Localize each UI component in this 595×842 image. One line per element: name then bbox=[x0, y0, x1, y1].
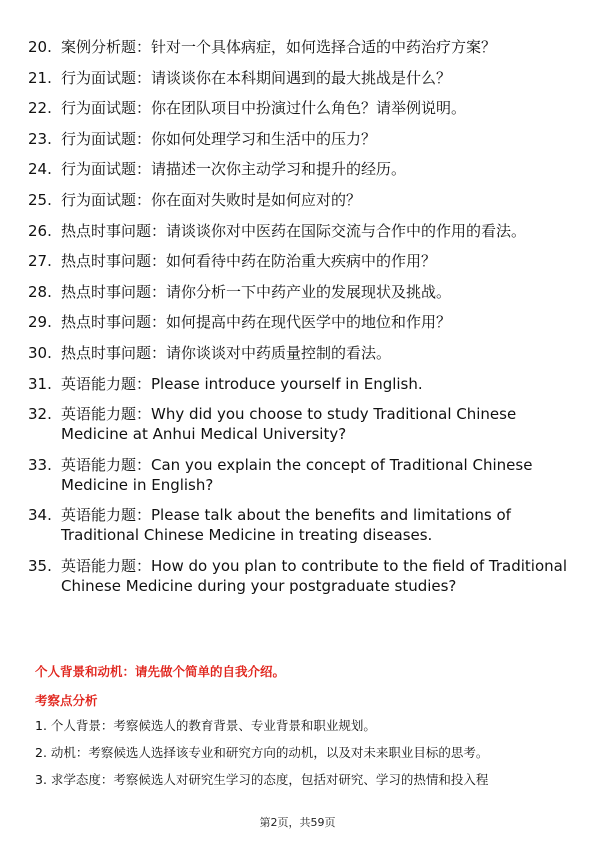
question-text: 英语能力题：How do you plan to contribute to the field of Traditional Chinese Medicine during your postgraduate studies? bbox=[61, 556, 567, 595]
question-text: 案例分析题：针对一个具体病症，如何选择合适的中药治疗方案？ bbox=[61, 38, 497, 56]
list-item bbox=[28, 312, 568, 332]
list-item bbox=[28, 282, 568, 302]
list-item bbox=[28, 251, 568, 271]
page-footer: 第2页，共59页 bbox=[259, 816, 336, 829]
list-item bbox=[28, 556, 568, 596]
list-item bbox=[28, 374, 568, 394]
list-item bbox=[28, 190, 568, 210]
question-number: 34. bbox=[28, 506, 52, 525]
question-number: 27. bbox=[28, 252, 52, 271]
question-number: 26. bbox=[28, 221, 52, 240]
question-text: 行为面试题：你在面对失败时是如何应对的？ bbox=[61, 190, 362, 209]
question-text: 英语能力题：Can you explain the concept of Traditional Chinese Medicine in English? bbox=[61, 455, 533, 494]
question-text: 英语能力题：Please introduce yourself in English. bbox=[61, 374, 423, 393]
list-item: 2. 动机：考察候选人选择该专业和研究方向的动机，以及对未来职业目标的思考。 bbox=[35, 745, 489, 760]
question-text: 热点时事问题：请你谈谈对中药质量控制的看法。 bbox=[61, 343, 392, 362]
question-number: 29. bbox=[28, 313, 52, 332]
question-text: 行为面试题：请描述一次你主动学习和提升的经历。 bbox=[61, 160, 407, 179]
question-text: 英语能力题：Why did you choose to study Traditional Chinese Medicine at Anhui Medical University? bbox=[61, 405, 517, 444]
list-item bbox=[28, 404, 568, 444]
question-number: 21. bbox=[28, 68, 52, 87]
question-text: 行为面试题：请谈谈你在本科期间遇到的最大挑战是什么？ bbox=[61, 68, 452, 87]
question-number: 31. bbox=[28, 374, 52, 393]
subsection-heading: 考察点分析 bbox=[35, 693, 98, 708]
list-item bbox=[28, 159, 568, 179]
question-number: 32. bbox=[28, 405, 52, 424]
list-item: 1. 个人背景：考察候选人的教育背景、专业背景和职业规划。 bbox=[35, 718, 376, 733]
question-number: 24. bbox=[28, 160, 52, 179]
list-item: 3. 求学态度：考察候选人对研究生学习的态度，包括对研究、学习的热情和投入程 bbox=[35, 772, 489, 787]
question-text: 行为面试题：你如何处理学习和生活中的压力？ bbox=[61, 129, 377, 148]
list-item bbox=[28, 129, 568, 149]
question-text: 热点时事问题：请谈谈你对中医药在国际交流与合作中的作用的看法。 bbox=[61, 221, 527, 240]
list-item bbox=[28, 505, 568, 545]
list-item bbox=[28, 98, 568, 118]
question-number: 30. bbox=[28, 343, 52, 362]
question-text: 热点时事问题：如何提高中药在现代医学中的地位和作用？ bbox=[61, 313, 452, 332]
list-item bbox=[28, 455, 568, 495]
list-item bbox=[28, 37, 568, 57]
question-list bbox=[28, 37, 568, 607]
analysis-points bbox=[35, 718, 565, 799]
section-heading: 个人背景和动机：请先做个简单的自我介绍。 bbox=[35, 664, 286, 679]
question-text: 行为面试题：你在团队项目中扮演过什么角色？请举例说明。 bbox=[61, 99, 467, 118]
question-number: 25. bbox=[28, 190, 52, 209]
question-number: 22. bbox=[28, 99, 52, 118]
question-number: 35. bbox=[28, 556, 52, 575]
list-item bbox=[28, 221, 568, 241]
list-item bbox=[28, 343, 568, 363]
list-item bbox=[28, 68, 568, 88]
question-number: 23. bbox=[28, 129, 52, 148]
question-number: 20. bbox=[28, 38, 52, 56]
question-text: 热点时事问题：如何看待中药在防治重大疾病中的作用？ bbox=[61, 252, 437, 271]
question-text: 热点时事问题：请你分析一下中药产业的发展现状及挑战。 bbox=[61, 282, 452, 301]
question-text: 英语能力题：Please talk about the benefits and limitations of Traditional Chinese Medicine in treating diseases. bbox=[61, 506, 511, 545]
question-number: 33. bbox=[28, 455, 52, 474]
question-number: 28. bbox=[28, 282, 52, 301]
